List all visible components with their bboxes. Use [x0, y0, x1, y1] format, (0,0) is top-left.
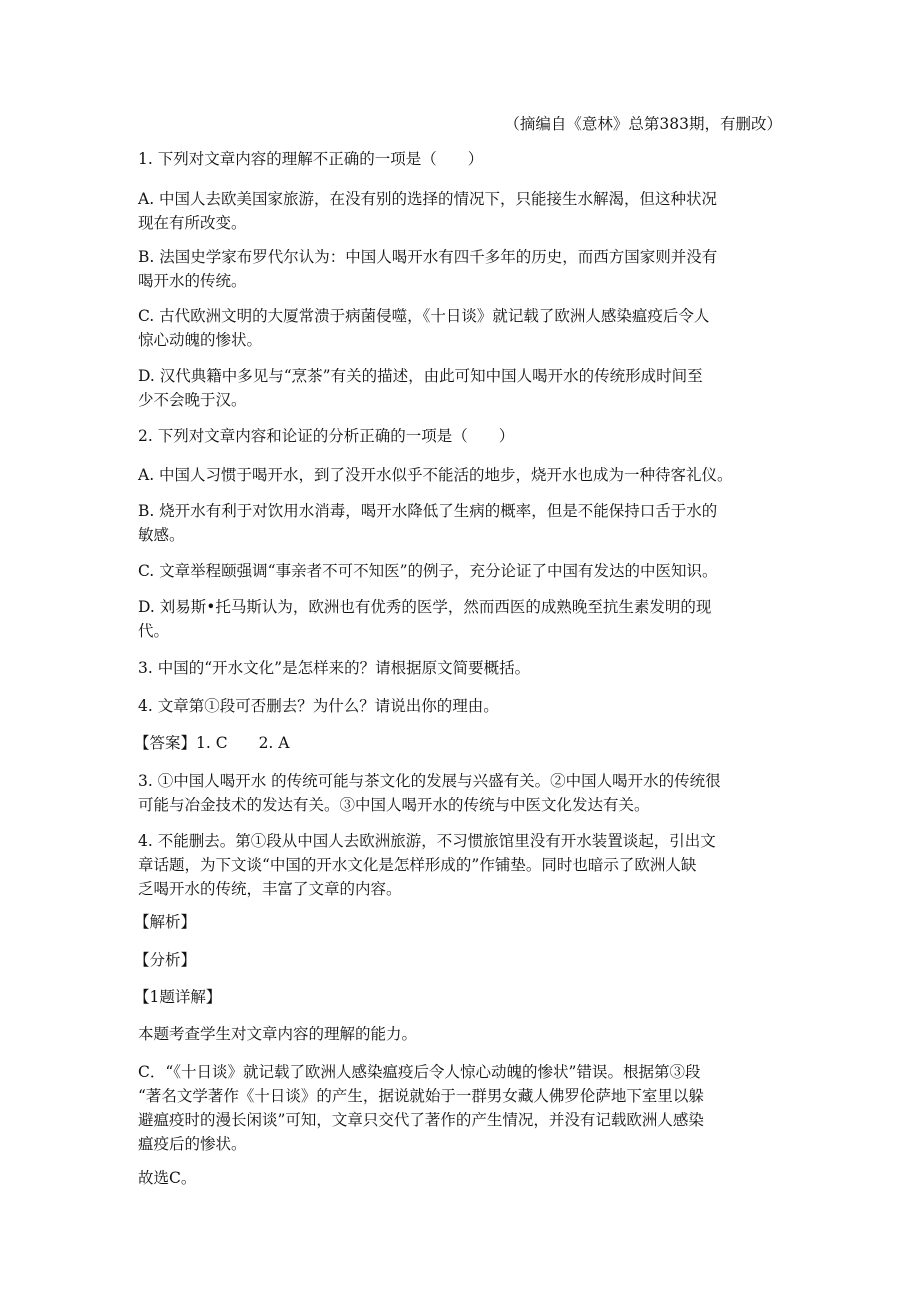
detail-line: 避瘟疫时的漫长闲谈”可知，文章只交代了著作的产生情况，并没有记载欧洲人感染 — [138, 1111, 704, 1129]
option-line: 少不会晚于汉。 — [138, 391, 247, 409]
question-1-option-b — [138, 245, 782, 293]
answer-4 — [138, 829, 782, 901]
option-line: 喝开水的传统。 — [138, 272, 247, 290]
option-line: 惊心动魄的惨状。 — [138, 331, 263, 349]
question-3: 3. 中国的“开水文化”是怎样来的？请根据原文简要概括。 — [138, 659, 531, 677]
option-line: A. 中国人习惯于喝开水，到了没开水似乎不能活的地步，烧开水也成为一种待客礼仪。 — [138, 466, 733, 484]
option-line: 现在有所改变。 — [138, 214, 247, 232]
option-line: B. 法国史学家布罗代尔认为：中国人喝开水有四千多年的历史，而西方国家则并没有 — [138, 248, 718, 266]
question-2-option-a — [138, 463, 782, 487]
option-line: A. 中国人去欧美国家旅游，在没有别的选择的情况下，只能接生水解渴，但这种状况 — [138, 190, 718, 208]
fenxi-label: 【分析】 — [134, 951, 197, 969]
answer-line: 【答案】1. C 2. A — [134, 734, 290, 752]
answer-line-text: 4. 不能删去。第①段从中国人去欧洲旅游，不习惯旅馆里没有开水装置谈起，引出文 — [138, 832, 716, 850]
option-line: D. 汉代典籍中多见与“烹茶”有关的描述，由此可知中国人喝开水的传统形成时间至 — [138, 367, 703, 385]
conclusion: 故选C。 — [138, 1169, 197, 1187]
option-line: 敏感。 — [138, 526, 185, 544]
option-line: B. 烧开水有利于对饮用水消毒，喝开水降低了生病的概率，但是不能保持口舌于水的 — [138, 502, 718, 520]
option-line: C. 古代欧洲文明的大厦常溃于病菌侵噬，《十日谈》就记载了欧洲人感染瘟疫后令人 — [138, 307, 710, 325]
source-citation: （摘编自《意林》总第383期，有删改） — [504, 115, 782, 133]
detail-line: “著名文学著作《十日谈》的产生，据说就始于一群男女藏人佛罗伦萨地下室里以躲 — [138, 1087, 704, 1105]
analysis-label: 【解析】 — [134, 913, 197, 931]
answer-line-text: 乏喝开水的传统，丰富了文章的内容。 — [138, 880, 402, 898]
answer-3 — [138, 769, 782, 817]
question-1-option-d — [138, 364, 782, 412]
question-2-option-d — [138, 595, 782, 643]
question-1-option-c — [138, 304, 782, 352]
detail-line: C．“《十日谈》就记载了欧洲人感染瘟疫后令人惊心动魄的惨状”错误。根据第③段 — [138, 1063, 701, 1081]
option-line: D. 刘易斯•托马斯认为，欧洲也有优秀的医学，然而西医的成熟晚至抗生素发明的现 — [138, 598, 712, 616]
detail-line: 瘟疫后的惨状。 — [138, 1135, 247, 1153]
answer-line-text: 可能与冶金技术的发达有关。③中国人喝开水的传统与中医文化发达有关。 — [138, 796, 650, 814]
question-2-stem: 2. 下列对文章内容和论证的分析正确的一项是（ ） — [138, 427, 515, 445]
detail-c-explanation — [138, 1060, 782, 1156]
detail-label: 【1题详解】 — [134, 988, 222, 1006]
question-1-stem: 1. 下列对文章内容的理解不正确的一项是（ ） — [138, 150, 484, 168]
option-line: 代。 — [138, 622, 170, 640]
question-1-option-a — [138, 187, 782, 235]
detail-intro: 本题考查学生对文章内容的理解的能力。 — [138, 1025, 418, 1043]
question-2-option-c — [138, 559, 782, 583]
answer-line-text: 章话题，为下文谈“中国的开水文化是怎样形成的”作铺垫。同时也暗示了欧洲人缺 — [138, 856, 697, 874]
question-2-option-b — [138, 499, 782, 547]
question-4: 4. 文章第①段可否删去？为什么？请说出你的理由。 — [138, 697, 499, 715]
answer-line-text: 3. ①中国人喝开水 的传统可能与茶文化的发展与兴盛有关。②中国人喝开水的传统很 — [138, 772, 721, 790]
option-line: C. 文章举程颐强调“事亲者不可不知医”的例子，充分论证了中国有发达的中医知识。 — [138, 562, 718, 580]
